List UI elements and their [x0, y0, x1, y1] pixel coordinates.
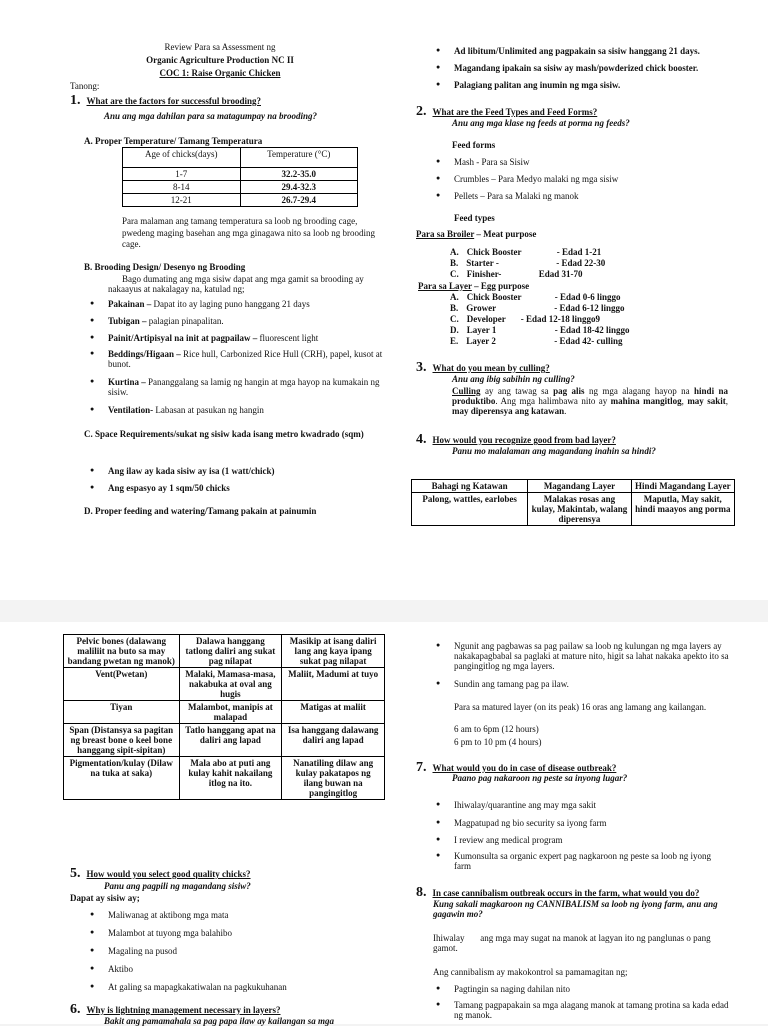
table-header: Magandang Layer: [528, 480, 631, 493]
question-7-english: What would you do in case of disease outbreak?: [432, 763, 617, 773]
broiler-item: A. Chick Booster - Edad 1-21: [450, 247, 602, 257]
feed-form-item: ● Crumbles – Para Medyo malaki ng mga sisiw: [454, 174, 618, 184]
temp-table-temp-cell: 32.2-35.0: [240, 168, 358, 181]
lighting-item: ● Ngunit ang pagbawas sa pag pailaw sa loob ng kulungan ng mga layers ay nakakapagbabal sa paglaki at mature nito, higit sa lahat nakaka apekto ito sa pangingitlog ng mga layers.: [454, 641, 730, 671]
lighting-hours-2: 6 pm to 10 pm (4 hours): [454, 737, 542, 747]
header-line-2: Organic Agriculture Production NC II: [146, 55, 294, 65]
question-2-number: 2.: [416, 104, 427, 119]
feed-forms-title: Feed forms: [452, 140, 496, 150]
question-5-english: How would you select good quality chicks?: [86, 869, 251, 879]
question-5: [70, 866, 251, 882]
table-cell: Pelvic bones (dalawang maliliit na buto sa may bandang pwetan ng manok): [64, 635, 180, 668]
question-6-number: 6.: [70, 1002, 81, 1017]
lighting-item: ● Sundin ang tamang pag pa ilaw.: [454, 679, 569, 689]
section-d-title: D. Proper feeding and watering/Tamang pakain at painumin: [84, 506, 317, 516]
table-cell: Tatlo hanggang apat na daliri ang lapad: [179, 724, 282, 757]
question-4-english: How would you recognize good from bad layer?: [432, 435, 616, 445]
question-4-tagalog: Panu mo malalaman ang magandang inahin sa hindi?: [452, 446, 656, 456]
question-5-lead: Dapat ay sisiw ay;: [70, 893, 140, 903]
question-1-number: 1.: [70, 93, 81, 108]
question-3-number: 3.: [416, 360, 427, 375]
cannibalism-para-2: Ang cannibalism ay makokontrol sa pamamagitan ng;: [433, 967, 628, 977]
table-cell: Masikip at isang daliri lang ang kaya ipang sukat pag nilapat: [282, 635, 385, 668]
space-item: ● Ang ilaw ay kada sisiw ay isa (1 watt/chick): [108, 466, 275, 476]
tanong-label: Tanong:: [70, 81, 100, 91]
layer-item: C. Developer - Edad 12-18 linggo9: [450, 314, 601, 324]
table-cell: Malambot, manipis at malapad: [179, 701, 282, 724]
temp-table-age-cell: 8-14: [123, 181, 241, 194]
table-cell: Matigas at maliit: [282, 701, 385, 724]
question-8-number: 8.: [416, 885, 427, 900]
table-cell: Maputla, May sakit, hindi maayos ang porma: [631, 493, 734, 526]
question-8-tagalog: Kung sakali magkaroon ng CANNIBALISM sa loob ng iyong farm, anu ang gagawin mo?: [433, 899, 718, 919]
question-1: [70, 93, 261, 109]
question-4-number: 4.: [416, 432, 427, 447]
outbreak-item: ● I review ang medical program: [454, 835, 562, 845]
layer-item: D. Layer 1 - Edad 18-42 linggo: [450, 325, 630, 335]
layer-heading: Para sa Layer – Egg purpose: [418, 281, 530, 291]
space-item: ● Ang espasyo ay 1 sqm/50 chicks: [108, 483, 230, 493]
question-8-english: In case cannibalism outbreak occurs in the farm, what would you do?: [432, 888, 700, 898]
chick-quality-item: ● Aktibo: [108, 964, 133, 974]
feed-form-item: ● Pellets – Para sa Malaki ng manok: [454, 191, 578, 201]
temperature-table: [122, 147, 358, 207]
question-2-tagalog: Anu ang mga klase ng feeds at porma ng feeds?: [452, 118, 630, 128]
brooding-item: ● Ventilation- Labasan at pasukan ng hangin: [108, 405, 384, 415]
question-3-english: What do you mean by culling?: [432, 363, 550, 373]
chick-quality-item: ● Malambot at tuyong mga balahibo: [108, 928, 232, 938]
temp-table-age-cell: 12-21: [123, 194, 241, 207]
feed-types-title: Feed types: [454, 213, 495, 223]
table-cell: Maliit, Madumi at tuyo: [282, 668, 385, 701]
question-3-tagalog: Anu ang ibig sabihin ng culling?: [452, 374, 575, 384]
chick-quality-item: ● Maliwanag at aktibong mga mata: [108, 910, 228, 920]
temp-table-temp-cell: 29.4-32.3: [240, 181, 358, 194]
question-5-number: 5.: [70, 866, 81, 881]
section-b-text: Bago dumating ang mga sisiw dapat ang mga gamit sa brooding ay nakaayus at nakalagay na, katulad ng;: [108, 274, 364, 294]
brooding-item: ● Tubigan – palagian pinapalitan.: [108, 316, 384, 326]
table-header: Bahagi ng Katawan: [412, 480, 528, 493]
question-1-tagalog: Anu ang mga dahilan para sa matagumpay na brooding?: [104, 111, 318, 121]
question-2-english: What are the Feed Types and Feed Forms?: [432, 107, 598, 117]
section-b-title: B. Brooding Design/ Desenyo ng Brooding: [84, 262, 246, 272]
question-7-number: 7.: [416, 760, 427, 775]
section-a-title: A. Proper Temperature/ Tamang Temperatura: [84, 136, 263, 146]
table-cell: Nanatiling dilaw ang kulay pakatapos ng ilang buwan na pangingitlog: [282, 757, 385, 800]
temp-table-temp-cell: 26.7-29.4: [240, 194, 358, 207]
brooding-item: ● Kurtina – Pananggalang sa lamig ng hangin at mga hayop na kumakain ng sisiw.: [108, 377, 384, 397]
question-5-tagalog: Panu ang pagpili ng magandang sisiw?: [104, 881, 251, 891]
cannibalism-item: ● Pagtingin sa naging dahilan nito: [454, 984, 570, 994]
question-6-tagalog: Bakit ang pamamahala sa pag papa ilaw ay kailangan sa mga: [104, 1016, 335, 1026]
temp-table-header-age: Age of chicks(days): [123, 148, 241, 168]
table-cell: Isa hanggang dalawang daliri ang lapad: [282, 724, 385, 757]
culling-definition: Culling ay ang tawag sa pag alis ng mga alagang hayop na hindi na produktibo. Ang mga halimbawa nito ay mahina mangitlog, may sakit, may diperensya ang katawan.: [452, 386, 728, 416]
table-cell: Span (Distansya sa pagitan ng breast bone o keel bone hanggang sipit-sipitan): [64, 724, 180, 757]
table-cell: Malaki, Mamasa-masa, nakabuka at oval ang hugis: [179, 668, 282, 701]
table-cell: Palong, wattles, earlobes: [412, 493, 528, 526]
layer-comparison-table: [411, 479, 735, 526]
layer-item: E. Layer 2 - Edad 42- culling: [450, 336, 623, 346]
chick-quality-item: ● At galing sa mapagkakatiwalan na pagkukuhanan: [108, 982, 287, 992]
outbreak-item: ● Ihiwalay/quarantine ang may mga sakit: [454, 800, 596, 810]
table-header: Hindi Magandang Layer: [631, 480, 734, 493]
feeding-item: ● Palagiang palitan ang inumin ng mga sisiw.: [454, 80, 620, 90]
brooding-item: ● Pakainan – Dapat ito ay laging puno hanggang 21 days: [108, 299, 384, 309]
temp-table-age-cell: 1-7: [123, 168, 241, 181]
brooding-item: ● Beddings/Higaan – Rice hull, Carbonized Rice Hull (CRH), papel, kusot at bunot.: [108, 349, 384, 369]
question-7-tagalog: Paano pag nakaroon ng peste sa inyong lugar?: [452, 773, 628, 783]
feeding-item: ● Ad libitum/Unlimited ang pagpakain sa sisiw hanggang 21 days.: [454, 46, 700, 56]
header-line-3: COC 1: Raise Organic Chicken: [159, 68, 281, 78]
chick-quality-item: ● Magaling na pusod: [108, 946, 177, 956]
lighting-hours-1: 6 am to 6pm (12 hours): [454, 724, 539, 734]
layer-item: B. Grower - Edad 6-12 linggo: [450, 303, 625, 313]
broiler-item: B. Starter - - Edad 22-30: [450, 258, 606, 268]
table-cell: Pigmentation/kulay (Dilaw na tuka at saka): [64, 757, 180, 800]
temperature-note: Para malaman ang tamang temperatura sa loob ng brooding cage, pwedeng maging basehan ang mga ginagawa nito sa loob ng brooding cage.: [122, 216, 375, 250]
outbreak-item: ● Kumonsulta sa organic expert pag nagkaroon ng peste sa loob ng iyong farm: [454, 851, 716, 871]
brooding-item: ● Painit/Artipisyal na init at pagpailaw – fluorescent light: [108, 333, 384, 343]
cannibalism-para-1: Ihiwalay ang mga may sugat na manok at lagyan ito ng panglunas o pang gamot.: [433, 933, 713, 953]
layer-traits-table: [63, 634, 385, 800]
outbreak-item: ● Magpatupad ng bio security sa iyong farm: [454, 818, 606, 828]
matured-layer-note: Para sa matured layer (on its peak) 16 oras ang lamang ang kailangan.: [454, 702, 707, 712]
table-cell: Tiyan: [64, 701, 180, 724]
broiler-item: C. Finisher- Edad 31-70: [450, 269, 583, 279]
feeding-item: ● Magandang ipakain sa sisiw ay mash/powderized chick booster.: [454, 63, 698, 73]
header-line-1: Review Para sa Assessment ng: [164, 42, 276, 52]
layer-item: A. Chick Booster - Edad 0-6 linggo: [450, 292, 621, 302]
section-c-title: C. Space Requirements/sukat ng sisiw kada isang metro kwadrado (sqm): [84, 429, 364, 439]
table-cell: Mala abo at puti ang kulay kahit nakailang itlog na ito.: [179, 757, 282, 800]
table-cell: Dalawa hanggang tatlong daliri ang sukat pag nilapat: [179, 635, 282, 668]
table-cell: Malakas rosas ang kulay, Makintab, walang diperensya: [528, 493, 631, 526]
document-page-2: [0, 622, 768, 1024]
broiler-heading: Para sa Broiler – Meat purpose: [416, 229, 537, 239]
cannibalism-item: ● Tamang pagpapakain sa mga alagang manok at tamang protina sa kada edad ng manok.: [454, 1000, 730, 1020]
question-1-english: What are the factors for successful brooding?: [86, 96, 261, 106]
table-cell: Vent(Pwetan): [64, 668, 180, 701]
temp-table-header-temp: Temperature (°C): [240, 148, 358, 168]
feed-form-item: ● Mash - Para sa Sisiw: [454, 157, 530, 167]
question-6-english: Why is lightning management necessary in layers?: [86, 1005, 281, 1015]
